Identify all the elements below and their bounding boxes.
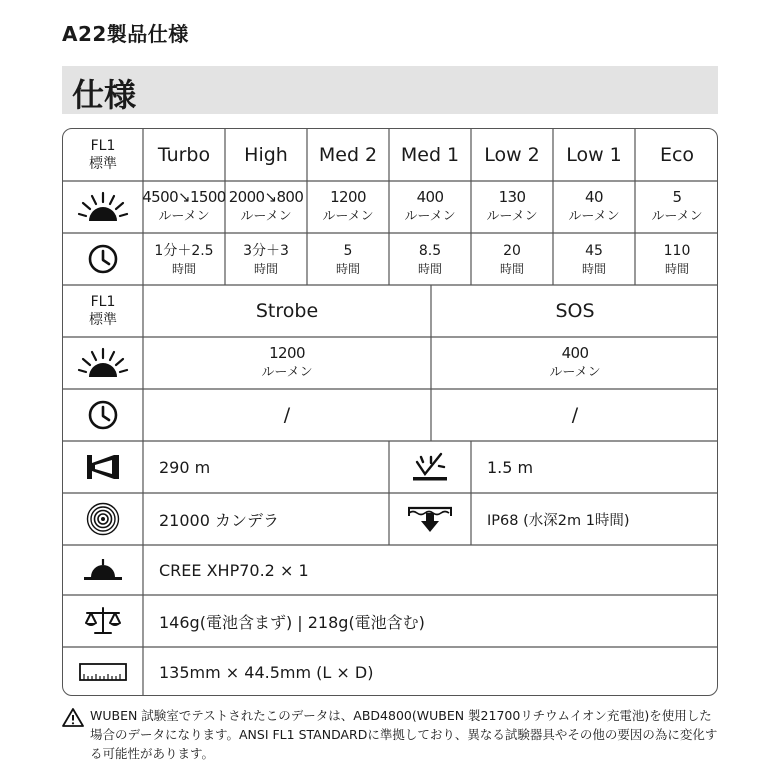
runtime-cell: 20 時間 — [499, 243, 524, 276]
lumens-cell: 1200 ルーメン — [261, 344, 313, 380]
runtime-cell: 45 時間 — [581, 243, 606, 276]
runtime-cell: 1分＋2.5 時間 — [154, 243, 214, 276]
beam-distance-value: 290 m — [159, 457, 211, 477]
mode-name: Med 1 — [400, 144, 460, 166]
mode-name: SOS — [555, 300, 595, 322]
spec-table — [62, 128, 718, 696]
mode-name: Low 2 — [484, 144, 540, 166]
footnote-text: WUBEN 試験室でテストされたこのデータは、ABD4800(WUBEN 製21700リチウムイオン充電池)を使用した場合のデータになります。ANSI FL1 STANDARDに準拠しており、異なる試験器具やその他の要因の為に変化する可能性があります。 — [90, 708, 718, 761]
lumens-cell: 4500↘1500 ルーメン — [142, 188, 226, 224]
led-icon — [63, 545, 143, 595]
lumens-cell: 2000↘800 ルーメン — [228, 188, 304, 224]
runtime-cell: 8.5 時間 — [417, 243, 442, 276]
runtime-cell: 5 時間 — [335, 243, 360, 276]
lumens-cell: 1200 ルーメン — [322, 188, 374, 224]
lumens-cell: 5 ルーメン — [651, 188, 703, 224]
beam-distance-icon — [63, 441, 143, 493]
weight-scale-icon — [63, 595, 143, 647]
brightness-icon — [63, 181, 143, 233]
ruler-icon — [63, 647, 143, 696]
impact-resistance-value: 1.5 m — [487, 457, 534, 477]
section-header — [62, 66, 718, 114]
lumens-cell: 130 ルーメン — [486, 188, 538, 224]
mode-name: Strobe — [255, 300, 319, 322]
mode-name: High — [244, 144, 288, 166]
mode-name: Low 1 — [566, 144, 622, 166]
clock-icon — [63, 233, 143, 285]
runtime-cell: / — [571, 404, 579, 426]
lumens-cell: 400 ルーメン — [549, 344, 601, 380]
page-title: A22製品仕様 — [62, 22, 189, 46]
weight-value: 146g(電池含まず) | 218g(電池含む) — [159, 612, 425, 632]
waterproof-icon — [389, 493, 471, 545]
lumens-cell: 400 ルーメン — [404, 188, 456, 224]
clock-icon — [63, 389, 143, 441]
mode-name: Med 2 — [318, 144, 378, 166]
waterproof-value: IP68 (水深2m 1時間) — [487, 512, 630, 529]
mode-name: Turbo — [157, 144, 211, 166]
intensity-value: 21000 カンデラ — [159, 510, 279, 530]
runtime-cell: / — [283, 404, 291, 426]
impact-resistance-icon — [389, 441, 471, 493]
intensity-target-icon — [63, 493, 143, 545]
fl1-standard-label: FL1 標準 — [89, 138, 117, 172]
mode-name: Eco — [659, 144, 695, 166]
lumens-cell: 40 ルーメン — [568, 188, 620, 224]
runtime-cell: 3分＋3 時間 — [243, 243, 289, 276]
runtime-cell: 110 時間 — [663, 243, 691, 276]
dimensions-value: 135mm × 44.5mm (L × D) — [159, 662, 374, 682]
fl1-standard-label: FL1 標準 — [89, 294, 117, 328]
section-title: 仕様 — [72, 76, 137, 114]
warning-icon — [62, 708, 84, 732]
led-value: CREE XHP70.2 × 1 — [159, 560, 309, 580]
brightness-icon — [63, 337, 143, 389]
